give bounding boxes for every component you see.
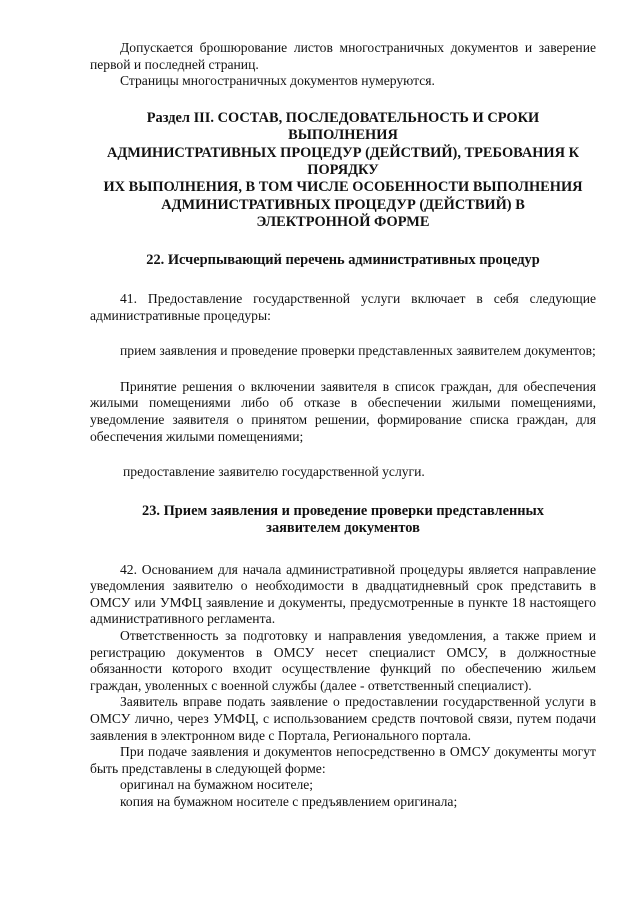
- paragraph: Ответственность за подготовку и направления уведомления, а также прием и регистрацию документов в ОМСУ несет специалист ОМСУ, в должностные обязанности которого входит осуществление функций по обеспечению жильем граждан, уволенных с военной службы (далее - ответственный специалист).: [90, 627, 596, 693]
- paragraph: При подаче заявления и документов непосредственно в ОМСУ документы могут быть представлены в следующей форме:: [90, 744, 596, 776]
- subsection-title-23: [90, 503, 596, 538]
- section-title-line: АДМИНИСТРАТИВНЫХ ПРОЦЕДУР (ДЕЙСТВИЙ) В: [161, 196, 525, 213]
- list-item: копия на бумажном носителе с предъявлением оригинала;: [120, 793, 458, 809]
- document-page: [90, 40, 596, 811]
- section-title-line: ЭЛЕКТРОННОЙ ФОРМЕ: [256, 214, 430, 231]
- list-item: предоставление заявителю государственной услуги.: [123, 464, 425, 480]
- subsection-title-22: 22. Исчерпывающий перечень административных процедур: [146, 251, 540, 268]
- section-title-line: АДМИНИСТРАТИВНЫХ ПРОЦЕДУР (ДЕЙСТВИЙ), ТРЕБОВАНИЯ К: [106, 144, 580, 161]
- list-item: прием заявления и проведение проверки представленных заявителем документов;: [120, 343, 596, 359]
- paragraph-41: 41. Предоставление государственной услуги включает в себя следующие административные процедуры:: [90, 291, 596, 323]
- subsection-title-line: 23. Прием заявления и проведение проверки представленных: [142, 502, 544, 519]
- section-title: [90, 110, 596, 232]
- paragraph-42: 42. Основанием для начала административной процедуры является направление уведомления заявителю о необходимости в двадцатидневный срок представить в ОМСУ или УМФЦ заявление и документы, предусмотренные в пункте 18 настоящего административного регламента.: [90, 561, 596, 627]
- paragraph: Заявитель вправе подать заявление о предоставлении государственной услуги в ОМСУ лично, через УМФЦ, с использованием средств почтовой связи, путем подачи заявления в электронном виде с Портала, Регионального портала.: [90, 694, 596, 743]
- paragraph: Страницы многостраничных документов нумеруются.: [120, 73, 435, 89]
- section-title-line: Раздел III. СОСТАВ, ПОСЛЕДОВАТЕЛЬНОСТЬ И СРОКИ: [146, 109, 540, 126]
- paragraph: Допускается брошюрование листов многостраничных документов и заверение первой и последней страниц.: [90, 40, 596, 72]
- section-title-line: ВЫПОЛНЕНИЯ: [288, 127, 398, 144]
- subsection-title-line: заявителем документов: [266, 520, 420, 537]
- list-item: оригинал на бумажном носителе;: [120, 777, 314, 793]
- list-item: Принятие решения о включении заявителя в список граждан, для обеспечения жилыми помещениями либо об отказе в обеспечении жилыми помещениями, уведомление заявителя о принятом решении, формирование списка граждан, для обеспечения жилыми помещениями;: [90, 378, 596, 444]
- section-title-line: ИХ ВЫПОЛНЕНИЯ, В ТОМ ЧИСЛЕ ОСОБЕННОСТИ ВЫПОЛНЕНИЯ: [103, 179, 583, 196]
- section-title-line: ПОРЯДКУ: [307, 162, 379, 178]
